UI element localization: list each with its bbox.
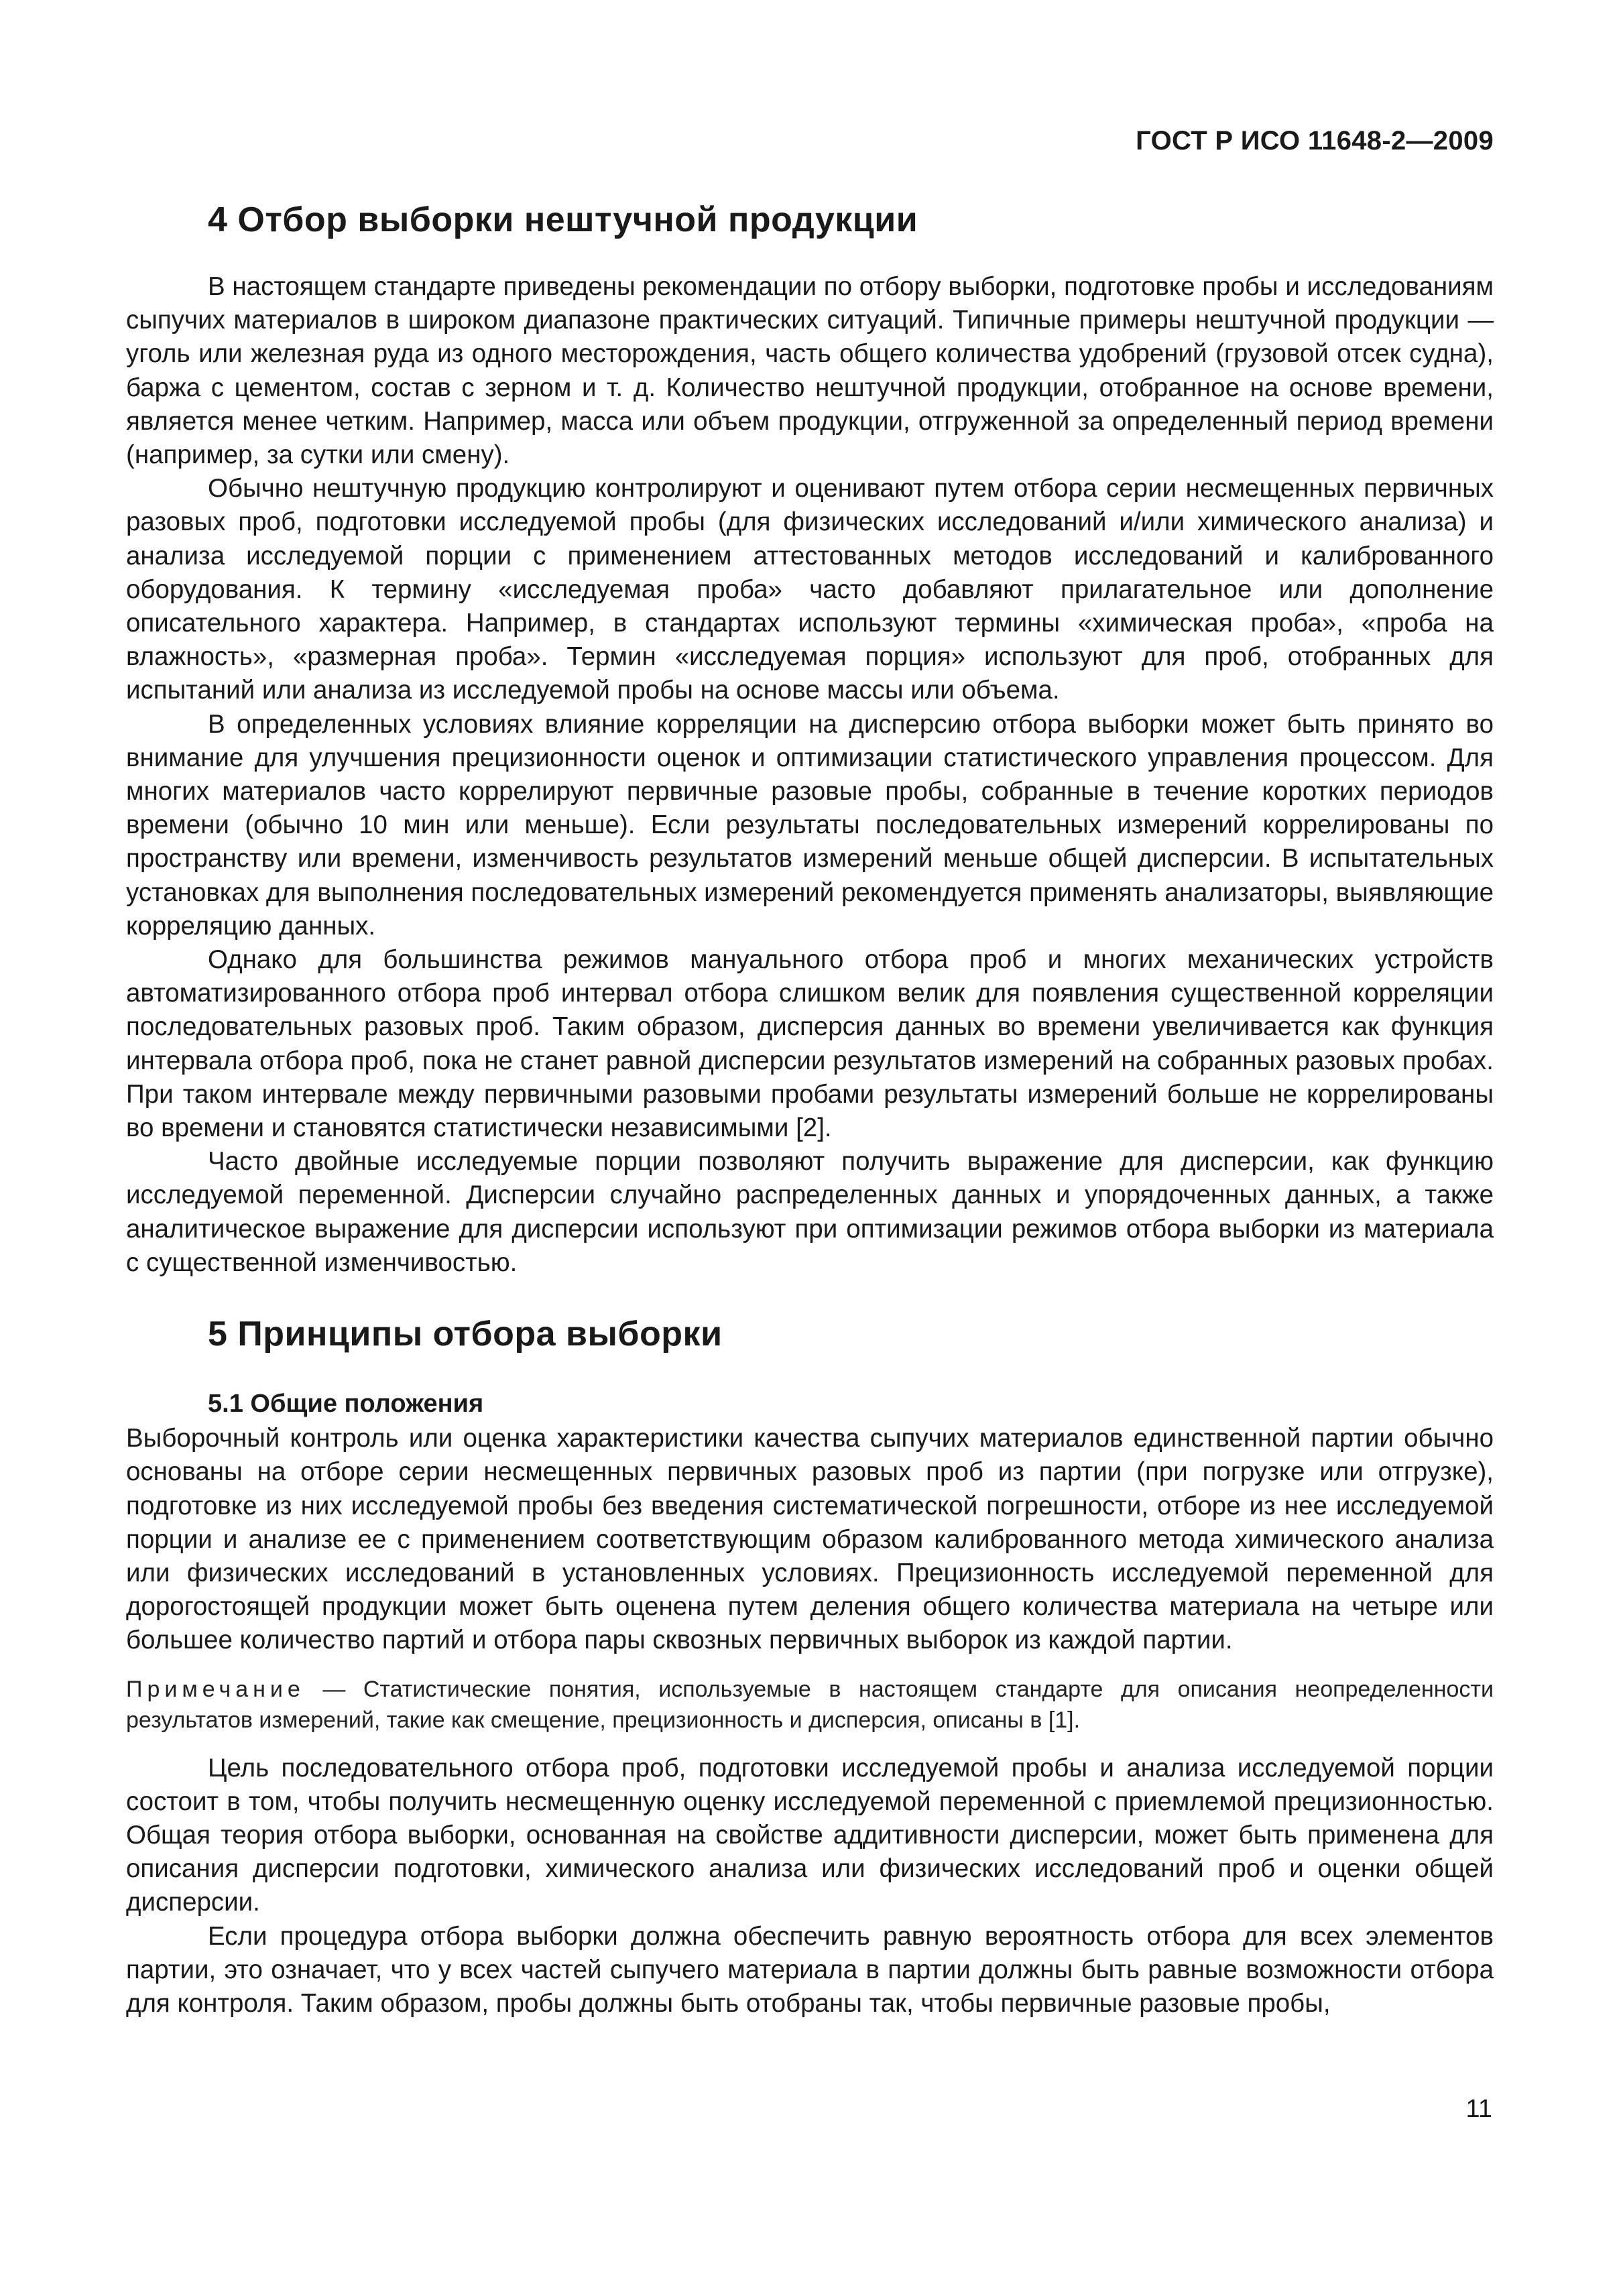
section-4-paragraph-5: Часто двойные исследуемые порции позволяют получить выражение для дисперсии, как функцию исследуемой переменной. Дисперсии случайно распределенных данных и упорядоченных данных, а также аналитическое выражение для дисперсии используют при оптимизации режимов отбора выборки из материала с существенной изменчивостью. bbox=[126, 1147, 1494, 1277]
note-block bbox=[126, 1674, 1494, 1736]
section-4-paragraph-3: В определенных условиях влияние корреляции на дисперсию отбора выборки может быть принято во внимание для улучшения прецизионности оценок и оптимизации статистического управления процессом. Для многих материалов часто коррелируют первичные разовые пробы, собранные в течение коротких периодов времени (обычно 10 мин или меньше). Если результаты последовательных измерений коррелированы по пространству или времени, изменчивость результатов измерений меньше общей дисперсии. В испытательных установках для выполнения последовательных измерений рекомендуется применять анализаторы, выявляющие корреляцию данных. bbox=[126, 709, 1494, 941]
subsection-5-1-title: 5.1 Общие положения bbox=[208, 1390, 484, 1418]
page-content bbox=[126, 198, 1494, 2020]
section-4-title: 4 Отбор выборки нештучной продукции bbox=[208, 200, 918, 239]
page-number: 11 bbox=[1465, 2095, 1492, 2123]
note-text: — Статистические понятия, используемые в настоящем стандарте для описания неопределенности результатов измерений, такие как смещение, прецизионность и дисперсия, описаны в [1]. bbox=[126, 1676, 1494, 1733]
section-4-paragraph-4: Однако для большинства режимов мануального отбора проб и многих механических устройств автоматизированного отбора проб интервал отбора слишком велик для появления существенной корреляции последовательных разовых проб. Таким образом, дисперсия данных во времени увеличивается как функция интервала отбора проб, пока не станет равной дисперсии результатов измерений на собранных разовых пробах. При таком интервале между первичными разовыми пробами результаты измерений больше не коррелированы во времени и становятся статистически независимыми [2]. bbox=[126, 945, 1494, 1143]
section-4-paragraph-1: В настоящем стандарте приведены рекомендации по отбору выборки, подготовке пробы и исследованиям сыпучих материалов в широком диапазоне практических ситуаций. Типичные примеры нештучной продукции — уголь или железная руда из одного месторождения, часть общего количества удобрений (грузовой отсек судна), баржа с цементом, состав с зерном и т. д. Количество нештучной продукции, отобранное на основе времени, является менее четким. Например, масса или объем продукции, отгруженной за определенный период времени (например, за сутки или смену). bbox=[126, 272, 1494, 470]
standard-code-header: ГОСТ Р ИСО 11648-2—2009 bbox=[1136, 126, 1494, 156]
section-5-title: 5 Принципы отбора выборки bbox=[208, 1315, 723, 1354]
section-4-paragraph-2: Обычно нештучную продукцию контролируют и оценивают путем отбора серии несмещенных первичных разовых проб, подготовки исследуемой пробы (для физических исследований и/или химического анализа) и анализа исследуемой порции с применением аттестованных методов исследований и калиброванного оборудования. К термину «исследуемая проба» часто добавляют прилагательное или дополнение описательного характера. Например, в стандартах используют термины «химическая проба», «проба на влажность», «размерная проба». Термин «исследуемая порция» используют для проб, отобранных для испытаний или анализа из исследуемой пробы на основе массы или объема. bbox=[126, 474, 1494, 705]
subsection-5-1-heading-wrap bbox=[126, 1387, 1494, 1421]
note-label: Примечание bbox=[126, 1676, 305, 1702]
section-5-1-paragraph-1: Выборочный контроль или оценка характеристики качества сыпучих материалов единственной партии обычно основаны на отборе серии несмещенных первичных разовых проб из партии (при погрузке или отгрузке), подготовке из них исследуемой пробы без введения систематической погрешности, отборе из нее исследуемой порции и анализе ее с применением соответствующим образом калиброванного метода химического анализа или физических исследований в установленных условиях. Прецизионность исследуемой переменной для дорогостоящей продукции может быть оценена путем деления общего количества материала на четыре или большее количество партий и отбора пары сквозных первичных выборок из каждой партии. bbox=[126, 1424, 1494, 1655]
section-5-1-paragraph-3: Если процедура отбора выборки должна обеспечить равную вероятность отбора для всех элементов партии, это означает, что у всех частей сыпучего материала в партии должны быть равные возможности отбора для контроля. Таким образом, пробы должны быть отобраны так, чтобы первичные разовые пробы, bbox=[126, 1921, 1494, 2018]
section-5-1-paragraph-2: Цель последовательного отбора проб, подготовки исследуемой пробы и анализа исследуемой порции состоит в том, чтобы получить несмещенную оценку исследуемой переменной с приемлемой прецизионностью. Общая теория отбора выборки, основанная на свойстве аддитивности дисперсии, может быть применена для описания дисперсии подготовки, химического анализа или физических исследований проб и оценки общей дисперсии. bbox=[126, 1753, 1494, 1917]
